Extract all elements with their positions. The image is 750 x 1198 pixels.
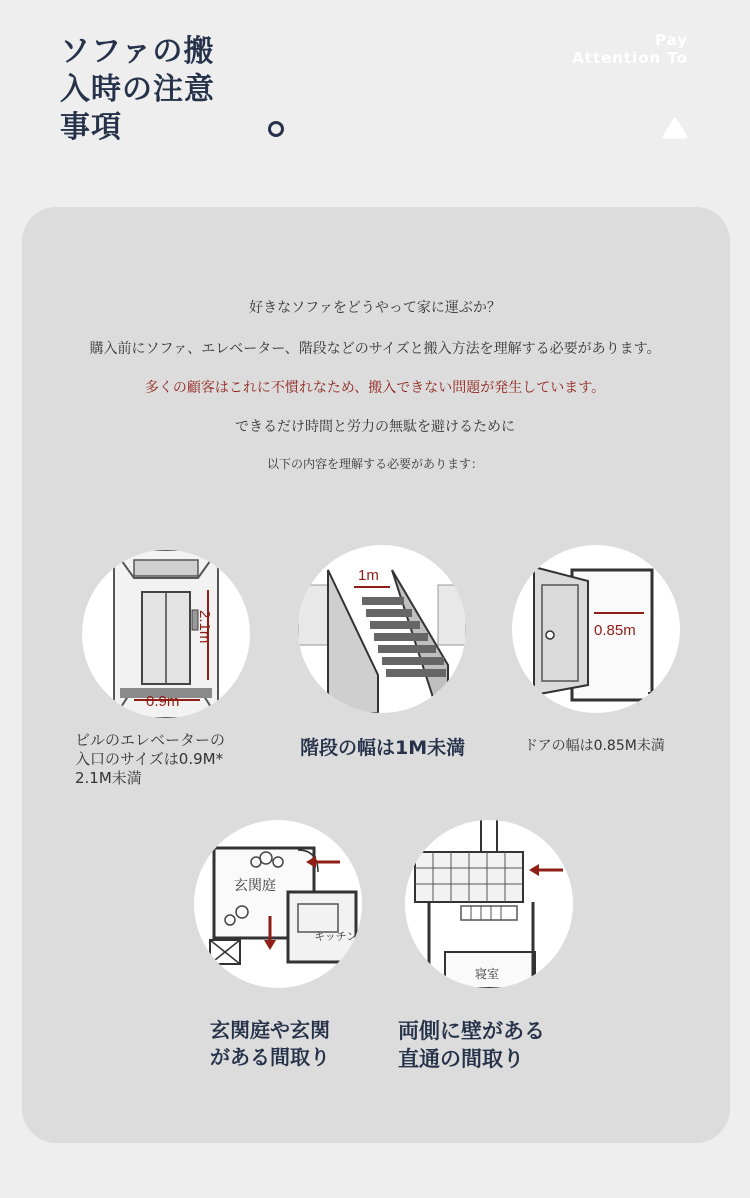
title-line-1: ソファの搬	[60, 34, 215, 69]
corridor-caption-line-2: 直通の間取り	[398, 1047, 524, 1071]
elevator-caption-line-1: ビルのエレベーターの	[75, 731, 226, 749]
triangle-icon	[662, 117, 688, 139]
bedroom-label: 寝室	[475, 967, 500, 981]
corridor-caption-line-1: 両側に壁がある	[398, 1019, 545, 1043]
title-line-2: 入時の注意	[60, 72, 215, 107]
door-caption: ドアの幅は0.85M未満	[524, 738, 665, 754]
intro-line-2: 購入前にソファ、エレベーター、階段などのサイズと搬入方法を理解する必要があります。	[89, 341, 661, 357]
elevator-illustration	[82, 550, 250, 718]
entrance-caption	[210, 1017, 330, 1071]
stairs-width-label: 1m	[358, 567, 379, 584]
title-dot-icon	[268, 121, 284, 137]
pay-attention-tag	[572, 31, 688, 67]
page-title	[60, 33, 215, 147]
tag-line-1: Pay	[654, 31, 688, 49]
stairs-caption: 階段の幅は1M未満	[300, 737, 466, 759]
elevator-caption	[75, 731, 225, 788]
elevator-width-label: 0.9m	[146, 693, 180, 710]
door-width-label: 0.85m	[594, 622, 636, 639]
corridor-floorplan-illustration	[405, 820, 573, 988]
intro-line-3: 多くの顧客はこれに不慣れなため、搬入できない問題が発生しています。	[144, 380, 606, 396]
tag-line-2: Attention To	[572, 49, 688, 67]
entrance-room-label: 玄関庭	[234, 878, 276, 894]
intro-line-1: 好きなソファをどうやって家に運ぶか？	[249, 300, 501, 316]
kitchen-label: キッチン	[314, 930, 358, 943]
door-illustration	[512, 545, 680, 713]
title-line-3: 事項	[60, 110, 122, 145]
corridor-caption	[398, 1017, 545, 1073]
stairs-illustration	[298, 545, 466, 713]
entrance-floorplan-illustration	[194, 820, 362, 988]
elevator-caption-line-2: 入口のサイズは0.9M*	[75, 750, 224, 768]
intro-line-5: 以下の内容を理解する必要があります：	[266, 457, 483, 471]
entrance-caption-line-2: がある間取り	[210, 1045, 330, 1069]
elevator-caption-line-3: 2.1M未満	[75, 769, 142, 787]
intro-line-4: できるだけ時間と労力の無駄を避けるために	[235, 419, 515, 435]
entrance-caption-line-1: 玄関庭や玄関	[210, 1018, 330, 1042]
elevator-height-label: 2.1m	[196, 610, 213, 644]
